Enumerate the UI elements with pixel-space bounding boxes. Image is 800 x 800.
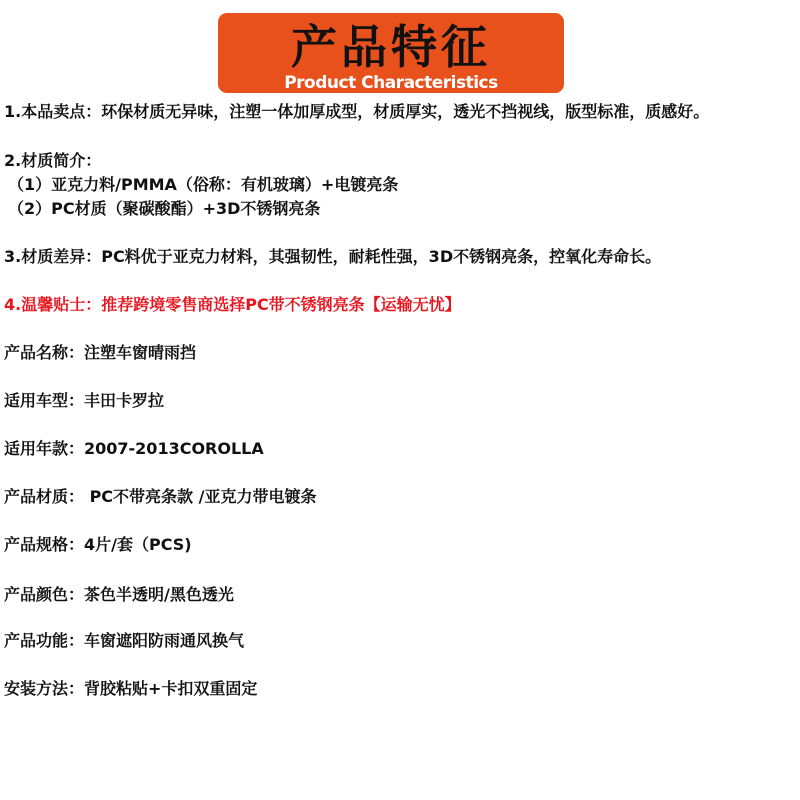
material-intro-heading: 2.材质简介： <box>4 151 102 170</box>
material-intro-item: （2）PC材质（聚碳酸酯）+3D不锈钢亮条 <box>8 199 321 218</box>
spec-installation: 安装方法：背胶粘贴+卡扣双重固定 <box>4 679 258 698</box>
spec-vehicle-model: 适用车型：丰田卡罗拉 <box>4 391 165 410</box>
tip-text: 4.温馨贴士：推荐跨境零售商选择PC带不锈钢亮条【运输无忧】 <box>4 295 461 314</box>
spec-size: 产品规格：4片/套（PCS) <box>4 535 192 554</box>
spec-material: 产品材质： PC不带亮条款 /亚克力带电镀条 <box>4 487 317 506</box>
spec-model-year: 适用年款：2007-2013COROLLA <box>4 439 264 458</box>
material-diff-text: 3.材质差异：PC料优于亚克力材料，其强韧性，耐耗性强，3D不锈钢亮条，控氧化寿命长。 <box>4 247 662 266</box>
page-subtitle: Product Characteristics <box>284 73 498 93</box>
header-banner <box>218 13 564 93</box>
selling-point-text: 1.本品卖点：环保材质无异味，注塑一体加厚成型，材质厚实，透光不挡视线，版型标准，质感好。 <box>4 102 710 121</box>
spec-color: 产品颜色：茶色半透明/黑色透光 <box>4 585 234 604</box>
spec-product-name: 产品名称：注塑车窗晴雨挡 <box>4 343 197 362</box>
page-title: 产品特征 <box>291 20 491 74</box>
material-intro-item: （1）亚克力料/PMMA（俗称：有机玻璃）+电镀亮条 <box>8 175 399 194</box>
spec-function: 产品功能：车窗遮阳防雨通风换气 <box>4 631 245 650</box>
